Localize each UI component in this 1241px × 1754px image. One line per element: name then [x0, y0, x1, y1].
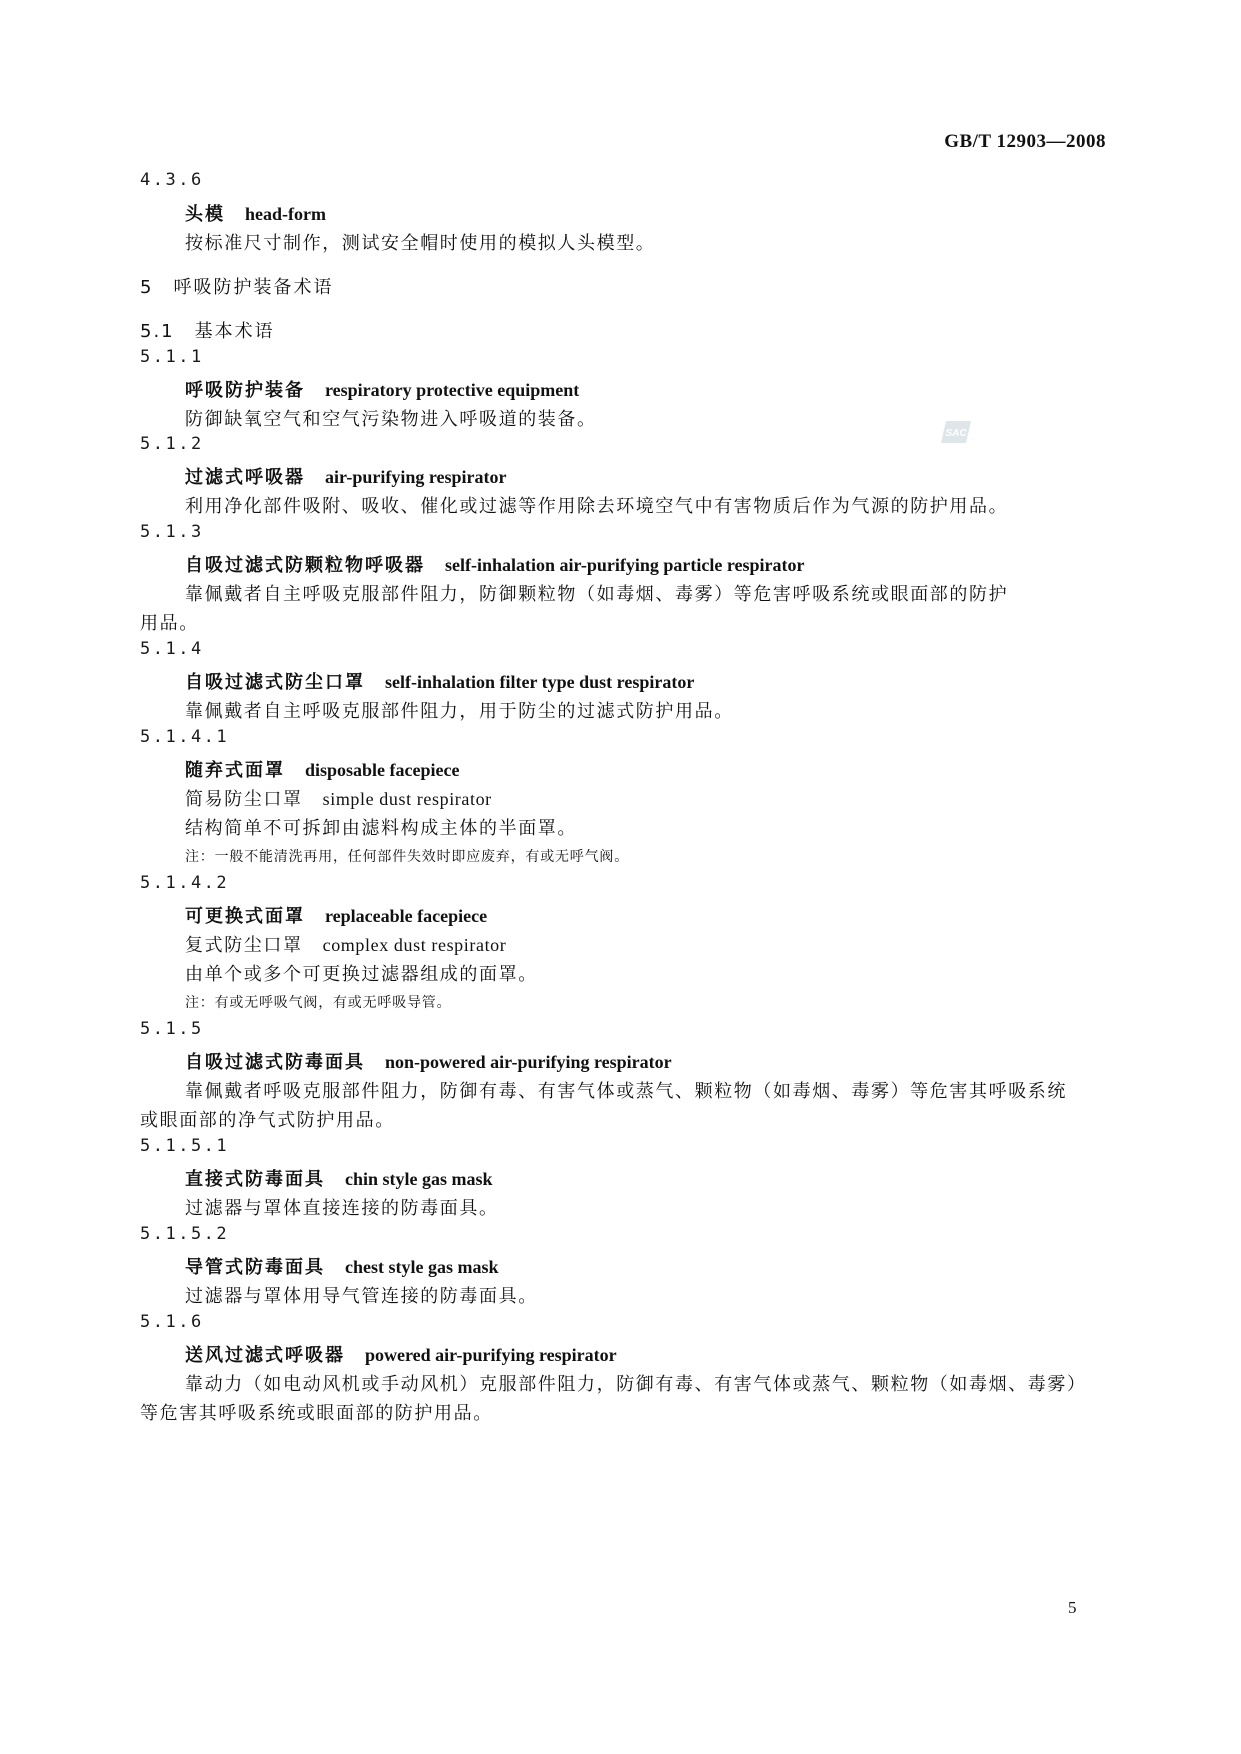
- term-note: 注：有或无呼吸气阀，有或无呼吸导管。: [185, 995, 452, 1011]
- term-definition: 过滤器与罩体直接连接的防毒面具。: [185, 1198, 499, 1219]
- term-synonym: [185, 931, 506, 957]
- term-definition: 利用净化部件吸附、吸收、催化或过滤等作用除去环境空气中有害物质后作为气源的防护用品。: [185, 496, 1009, 517]
- term-english: replaceable facepiece: [325, 906, 488, 926]
- term-chinese: 头模: [185, 204, 225, 225]
- term-definition-continued: 或眼面部的净气式防护用品。: [140, 1110, 395, 1131]
- term-note: 注：一般不能清洗再用，任何部件失效时即应废弃，有或无呼气阀。: [185, 849, 629, 865]
- term-definition-continued: 等危害其呼吸系统或眼面部的防护用品。: [140, 1403, 493, 1424]
- term-heading: [185, 1341, 617, 1367]
- term-heading: [185, 668, 694, 694]
- term-chinese: 自吸过滤式防尘口罩: [185, 672, 365, 693]
- term-english: chest style gas mask: [345, 1257, 499, 1277]
- term-english: powered air-purifying respirator: [365, 1345, 617, 1365]
- clause-number: 5.1.3: [140, 522, 204, 542]
- term-chinese: 自吸过滤式防毒面具: [185, 1052, 365, 1073]
- watermark-text: SAC: [945, 428, 967, 439]
- term-english: head-form: [245, 204, 326, 224]
- term-heading: [185, 1048, 672, 1074]
- term-chinese: 呼吸防护装备: [185, 380, 305, 401]
- term-english: chin style gas mask: [345, 1169, 493, 1189]
- sac-watermark: [940, 419, 972, 445]
- subsection-heading: 5.1 基本术语: [140, 321, 275, 342]
- term-english: self-inhalation filter type dust respirator: [385, 672, 695, 692]
- clause-number: 5.1.5: [140, 1019, 204, 1039]
- synonym-english: simple dust respirator: [322, 789, 492, 809]
- term-english: air-purifying respirator: [325, 467, 507, 487]
- synonym-chinese: 复式防尘口罩: [185, 935, 303, 956]
- clause-number: 5.1.1: [140, 347, 204, 367]
- term-heading: [185, 756, 460, 782]
- term-definition-continued: 用品。: [140, 613, 199, 634]
- term-heading: [185, 902, 487, 928]
- clause-number: 4.3.6: [140, 170, 204, 190]
- term-heading: [185, 376, 579, 402]
- term-english: non-powered air-purifying respirator: [385, 1052, 672, 1072]
- term-heading: [185, 463, 506, 489]
- clause-number: 5.1.5.2: [140, 1224, 230, 1244]
- term-definition: 按标准尺寸制作，测试安全帽时使用的模拟人头模型。: [185, 233, 656, 254]
- term-definition: 靠佩戴者呼吸克服部件阻力，防御有毒、有害气体或蒸气、颗粒物（如毒烟、毒雾）等危害其呼吸系统: [185, 1081, 1067, 1102]
- clause-number: 5.1.5.1: [140, 1136, 230, 1156]
- page-number: 5: [1068, 1598, 1077, 1617]
- clause-number: 5.1.2: [140, 434, 204, 454]
- clause-number: 5.1.4.2: [140, 873, 230, 893]
- synonym-english: complex dust respirator: [322, 935, 507, 955]
- term-synonym: [185, 785, 492, 811]
- term-definition: 靠佩戴者自主呼吸克服部件阻力，防御颗粒物（如毒烟、毒雾）等危害呼吸系统或眼面部的防护: [185, 584, 1009, 605]
- term-chinese: 直接式防毒面具: [185, 1169, 325, 1190]
- term-definition: 靠佩戴者自主呼吸克服部件阻力，用于防尘的过滤式防护用品。: [185, 701, 734, 722]
- term-chinese: 随弃式面罩: [185, 760, 285, 781]
- term-chinese: 送风过滤式呼吸器: [185, 1345, 345, 1366]
- clause-number: 5.1.4: [140, 639, 204, 659]
- standard-number: GB/T 12903—2008: [944, 131, 1106, 152]
- term-chinese: 自吸过滤式防颗粒物呼吸器: [185, 555, 425, 576]
- term-definition: 结构简单不可拆卸由滤料构成主体的半面罩。: [185, 818, 577, 839]
- term-english: self-inhalation air-purifying particle respirator: [445, 555, 805, 575]
- term-heading: [185, 551, 804, 577]
- term-english: disposable facepiece: [305, 760, 460, 780]
- term-chinese: 过滤式呼吸器: [185, 467, 305, 488]
- term-definition: 防御缺氧空气和空气污染物进入呼吸道的装备。: [185, 409, 597, 430]
- section-heading: 5 呼吸防护装备术语: [140, 277, 334, 298]
- term-heading: [185, 1253, 499, 1279]
- term-heading: [185, 1165, 493, 1191]
- term-heading: [185, 200, 326, 226]
- clause-number: 5.1.4.1: [140, 727, 230, 747]
- term-definition: 靠动力（如电动风机或手动风机）克服部件阻力，防御有毒、有害气体或蒸气、颗粒物（如毒烟、毒雾）: [185, 1374, 1087, 1395]
- term-definition: 由单个或多个可更换过滤器组成的面罩。: [185, 964, 538, 985]
- synonym-chinese: 简易防尘口罩: [185, 789, 303, 810]
- clause-number: 5.1.6: [140, 1312, 204, 1332]
- term-chinese: 导管式防毒面具: [185, 1257, 325, 1278]
- term-chinese: 可更换式面罩: [185, 906, 305, 927]
- term-english: respiratory protective equipment: [325, 380, 580, 400]
- term-definition: 过滤器与罩体用导气管连接的防毒面具。: [185, 1286, 538, 1307]
